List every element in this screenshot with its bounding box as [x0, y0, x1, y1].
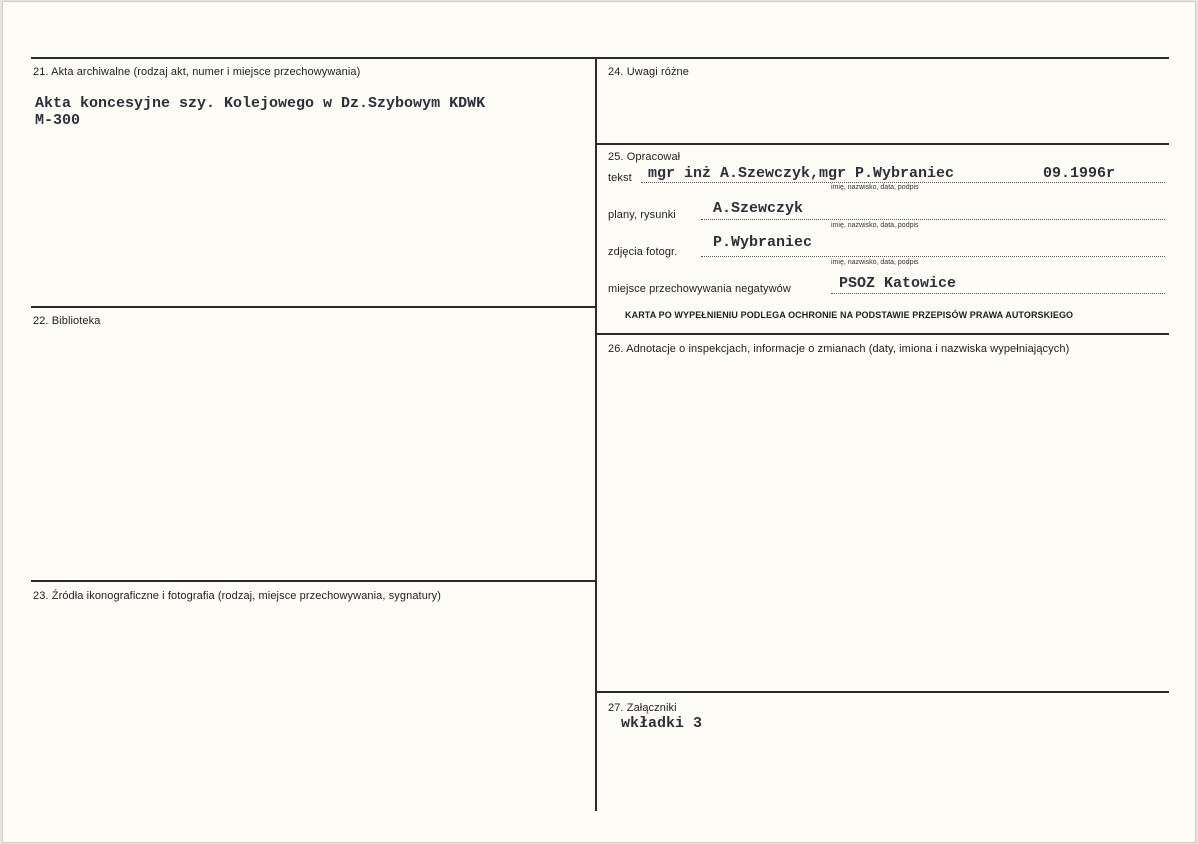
section-21-value-line1: Akta koncesyjne szy. Kolejowego w Dz.Szybowym KDWK	[35, 95, 486, 112]
text-hint: imię, nazwisko, data, podpis	[831, 184, 919, 191]
divider-24-25	[597, 143, 1169, 145]
photos-dotted-line	[701, 256, 1165, 257]
section-26-label: 26. Adnotacje o inspekcjach, informacje o zmianach (daty, imiona i nazwiska wypełniających)	[608, 343, 1070, 355]
photos-hint: imię, nazwisko, data, podpis	[831, 259, 919, 266]
plans-value: A.Szewczyk	[713, 200, 804, 217]
section-21-label: 21. Akta archiwalne (rodzaj akt, numer i miejsce przechowywania)	[33, 66, 361, 78]
section-24-label: 24. Uwagi różne	[608, 66, 689, 78]
negatives-label: miejsce przechowywania negatywów	[608, 283, 791, 295]
record-card	[3, 2, 1195, 842]
divider-22-23	[31, 580, 595, 582]
plans-label: plany, rysunki	[608, 209, 676, 221]
section-23-label: 23. Źródła ikonograficzne i fotografia (rodzaj, miejsce przechowywania, sygnatury)	[33, 590, 442, 602]
copyright-notice: KARTA PO WYPEŁNIENIU PODLEGA OCHRONIE NA PODSTAWIE PRZEPISÓW PRAWA AUTORSKIEGO	[625, 310, 1074, 320]
text-date-value: 09.1996r	[1043, 165, 1116, 182]
text-author-value: mgr inż A.Szewczyk,mgr P.Wybraniec	[648, 165, 955, 182]
section-27-value: wkładki 3	[621, 715, 703, 732]
divider-26-27	[597, 691, 1169, 693]
section-22-label: 22. Biblioteka	[33, 315, 101, 327]
section-27-label: 27. Załączniki	[608, 702, 677, 714]
divider-21-22	[31, 306, 595, 308]
negatives-dotted-line	[831, 293, 1165, 294]
section-25-label: 25. Opracował	[608, 151, 681, 163]
text-label: tekst	[608, 172, 632, 184]
plans-hint: imię, nazwisko, data, podpis	[831, 222, 919, 229]
negatives-value: PSOZ Katowice	[839, 275, 957, 292]
photos-label: zdjęcia fotogr.	[608, 246, 678, 258]
center-divider	[595, 57, 597, 811]
divider-25-26	[597, 333, 1169, 335]
section-21-value-line2: M-300	[35, 112, 81, 129]
plans-dotted-line	[701, 219, 1165, 220]
photos-value: P.Wybraniec	[713, 234, 813, 251]
top-border	[31, 57, 1169, 59]
